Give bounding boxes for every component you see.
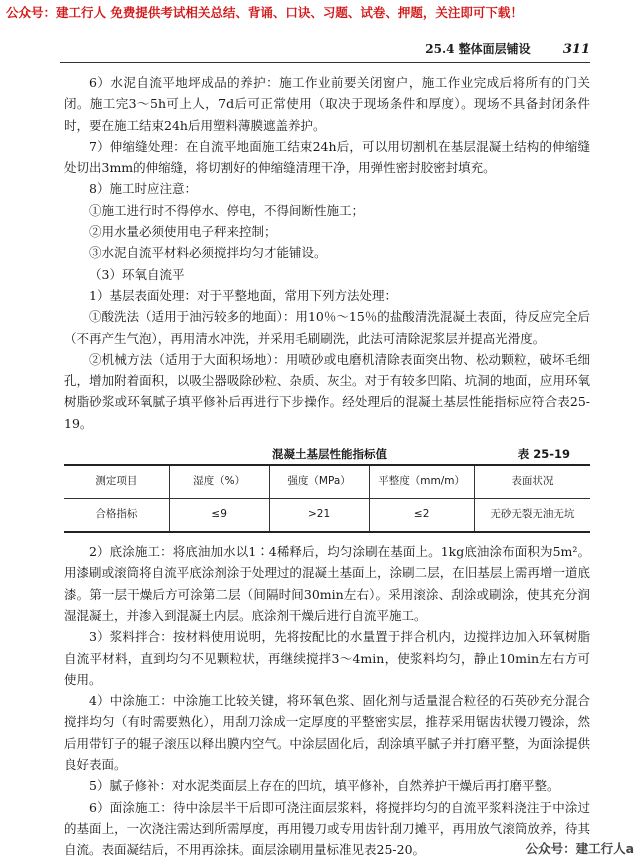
- paragraph: 7）伸缩缝处理：在自流平地面施工结束24h后，可以用切割机在基层混凝土结构的伸缩缝处切出3mm的伸缩缝，将切割好的伸缩缝清理干净，用弹性密封胶密封填充。: [64, 138, 590, 176]
- table-cell: 无砂无裂无油无坑: [474, 499, 590, 533]
- paragraph: ②机械方法（适用于大面积场地）：用喷砂或电磨机清除表面突出物、松动颗粒，破坏毛细孔，增加附着面积，以吸尘器吸除砂粒、杂质、灰尘。对于有较多凹陷、坑洞的地面，应用环氧树脂砂浆或环氧腻子填平修补后再进行下步操作。经处理后的混凝土基层性能指标应符合表25-19。: [64, 351, 590, 431]
- paragraph: ①施工进行时不得停水、停电，不得间断性施工；: [89, 202, 365, 218]
- paragraph: 6）面涂施工：待中涂层半干后即可浇注面层浆料，将搅拌均匀的自流平浆料浇注于中涂过的基面上，一次浇注需达到所需厚度，再用镘刀或专用齿针刮刀摊平，再用放气滚筒放养，待其自流。表面凝结后，不用再涂抹。面层涂刷用量标准见表25-20。: [64, 799, 590, 858]
- paragraph: ②用水量必须使用电子秤来控制；: [89, 224, 277, 240]
- table-cell: ≤2: [369, 499, 474, 533]
- page-body: [64, 72, 590, 861]
- paragraph: 3）浆料拌合：按材料使用说明，先将按配比的水量置于拌合机内，边搅拌边加入环氧树脂自流平材料，直到均匀不见颗粒状，再继续搅拌3～4min，使浆料均匀，静止10min左右方可使用。: [64, 629, 590, 687]
- spec-table: [64, 464, 590, 533]
- table-cell: ≤9: [169, 499, 269, 533]
- section-title: 25.4 整体面层铺设: [425, 42, 531, 56]
- paragraph: 4）中涂施工：中涂施工比较关键，将环氧色浆、固化剂与适量混合粒径的石英砂充分混合搅拌均匀（有时需要熟化），用刮刀涂成一定厚度的平整密实层，推荐采用锯齿状镘刀镘涂，然后用带钉子的辊子滚压以释出膜内空气。中涂层固化后，刮涂填平腻子并打磨平整，为面涂提供良好表面。: [64, 693, 590, 773]
- table-caption: [64, 442, 590, 464]
- page-number: 311: [562, 42, 590, 57]
- paragraph: ①酸洗法（适用于油污较多的地面）：用10％～15％的盐酸清洗混凝土表面，待反应完全后（不再产生气泡），再用清水冲洗，并采用毛刷刷洗，此法可清除泥浆层并提高光滑度。: [64, 309, 590, 346]
- column-header: 强度（MPa）: [269, 465, 369, 499]
- footer-watermark: 公众号：建工行人a: [525, 841, 634, 856]
- table-header-row: [64, 465, 590, 499]
- paragraph: ③水泥自流平材料必须搅拌均匀才能铺设。: [89, 245, 327, 261]
- paragraph: 5）腻子修补：对水泥类面层上存在的凹坑，填平修补，自然养护干燥后再打磨平整。: [89, 778, 560, 794]
- table-cell: 合格指标: [64, 499, 169, 533]
- table-title: 混凝土基层性能指标值: [272, 447, 387, 462]
- column-header: 表面状况: [474, 465, 590, 499]
- column-header: 测定项目: [64, 465, 169, 499]
- table-cell: >21: [269, 499, 369, 533]
- table-row: [64, 499, 590, 533]
- paragraph: 2）底涂施工：将底油加水以1∶4稀释后，均匀涂刷在基面上。1kg底油涂布面积为5m²。用漆刷或滚筒将自流平底涂剂涂于处理过的混凝土基面上，涂刷二层，在旧基层上需再增一道底漆。第一层干燥后方可涂第二层（间隔时间30min左右）。采用滚涂、刮涂或刷涂，使其充分润湿混凝土，并渗入到混凝土内层。底涂剂干燥后进行自流平施工。: [64, 544, 590, 623]
- column-header: 湿度（%）: [169, 465, 269, 499]
- column-header: 平整度（mm/m）: [369, 465, 474, 499]
- paragraph: 8）施工时应注意：: [89, 181, 197, 197]
- table-25-19: [64, 442, 590, 533]
- promo-banner: 公众号：建工行人 免费提供考试相关总结、背诵、口诀、习题、试卷、押题，关注即可下载！: [6, 5, 523, 20]
- page-header: [60, 40, 590, 63]
- paragraph: 6）水泥自流平地坪成品的养护：施工作业前要关闭窗户，施工作业完成后将所有的门关闭。施工完3～5h可上人，7d后可正常使用（取决于现场条件和厚度）。现场不具备封闭条件时，要在施工结束24h后用塑料薄膜遮盖养护。: [64, 75, 590, 133]
- paragraph: （3）环氧自流平: [89, 266, 185, 282]
- paragraph: 1）基层表面处理：对于平整地面，常用下列方法处理：: [89, 287, 397, 303]
- table-number: 表 25-19: [517, 447, 570, 462]
